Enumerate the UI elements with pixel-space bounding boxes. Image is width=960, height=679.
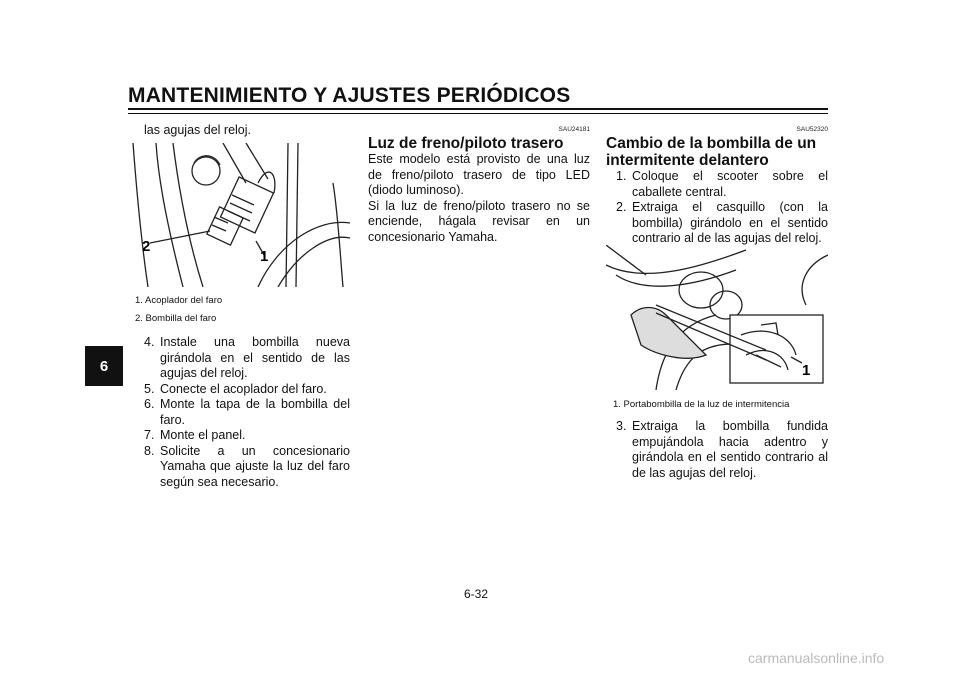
list-item: 8. Solicite a un concesionario Yamaha que ajuste la luz del faro según sea necesario. <box>144 443 350 489</box>
section-tab: 6 <box>85 346 123 386</box>
left-captions <box>135 292 222 328</box>
figure-label-1: 1 <box>260 248 269 265</box>
section-heading: Luz de freno/piloto trasero <box>368 135 564 152</box>
paragraph: Si la luz de freno/piloto trasero no se enciende, hágala revisar en un concesionario Yamaha. <box>368 198 590 244</box>
list-item: 4. Instale una bombilla nueva girándola en el sentido de las agujas del reloj. <box>144 335 350 380</box>
footer-watermark: carmanualsonline.info <box>748 650 885 666</box>
left-steps <box>144 335 350 490</box>
list-item: 1. Coloque el scooter sobre el caballete central. <box>616 169 828 199</box>
caption-item: 2. Bombilla del faro <box>135 313 217 324</box>
list-item: 3. Extraiga la bombilla fundida empujándola hacia adentro y girándola en el sentido contrario al de las agujas del reloj. <box>616 419 828 480</box>
figure-label-1: 1 <box>802 362 811 379</box>
page-title: MANTENIMIENTO Y AJUSTES PERIÓDICOS <box>128 84 571 107</box>
headlight-illustration <box>128 143 350 287</box>
paragraph: Este modelo está provisto de una luz de freno/piloto trasero de tipo LED (diodo luminoso). <box>368 152 590 197</box>
header-rule-thin <box>128 113 828 114</box>
right-steps-after <box>616 419 828 481</box>
section-code: SAU52320 <box>796 126 828 133</box>
page-number: 6-32 <box>464 587 489 601</box>
middle-body <box>368 152 590 245</box>
caption-item: 1. Acoplador del faro <box>135 295 223 306</box>
left-intro: las agujas del reloj. <box>144 123 252 137</box>
list-item: 7. Monte el panel. <box>144 428 246 442</box>
section-heading: Cambio de la bombilla de un intermitente delantero <box>606 135 817 169</box>
list-item: 5. Conecte el acoplador del faro. <box>144 381 327 396</box>
section-code: SAU24181 <box>558 126 590 133</box>
turn-signal-illustration <box>606 245 828 390</box>
figure-label-2: 2 <box>142 238 151 255</box>
list-item: 2. Extraiga el casquillo (con la bombilla) girándolo en el sentido contrario al de las agujas del reloj. <box>616 200 828 245</box>
right-caption: 1. Portabombilla de la luz de intermitencia <box>613 399 790 410</box>
header-rule <box>128 108 828 110</box>
list-item: 6. Monte la tapa de la bombilla del faro. <box>144 397 350 427</box>
right-steps-before <box>616 169 828 247</box>
